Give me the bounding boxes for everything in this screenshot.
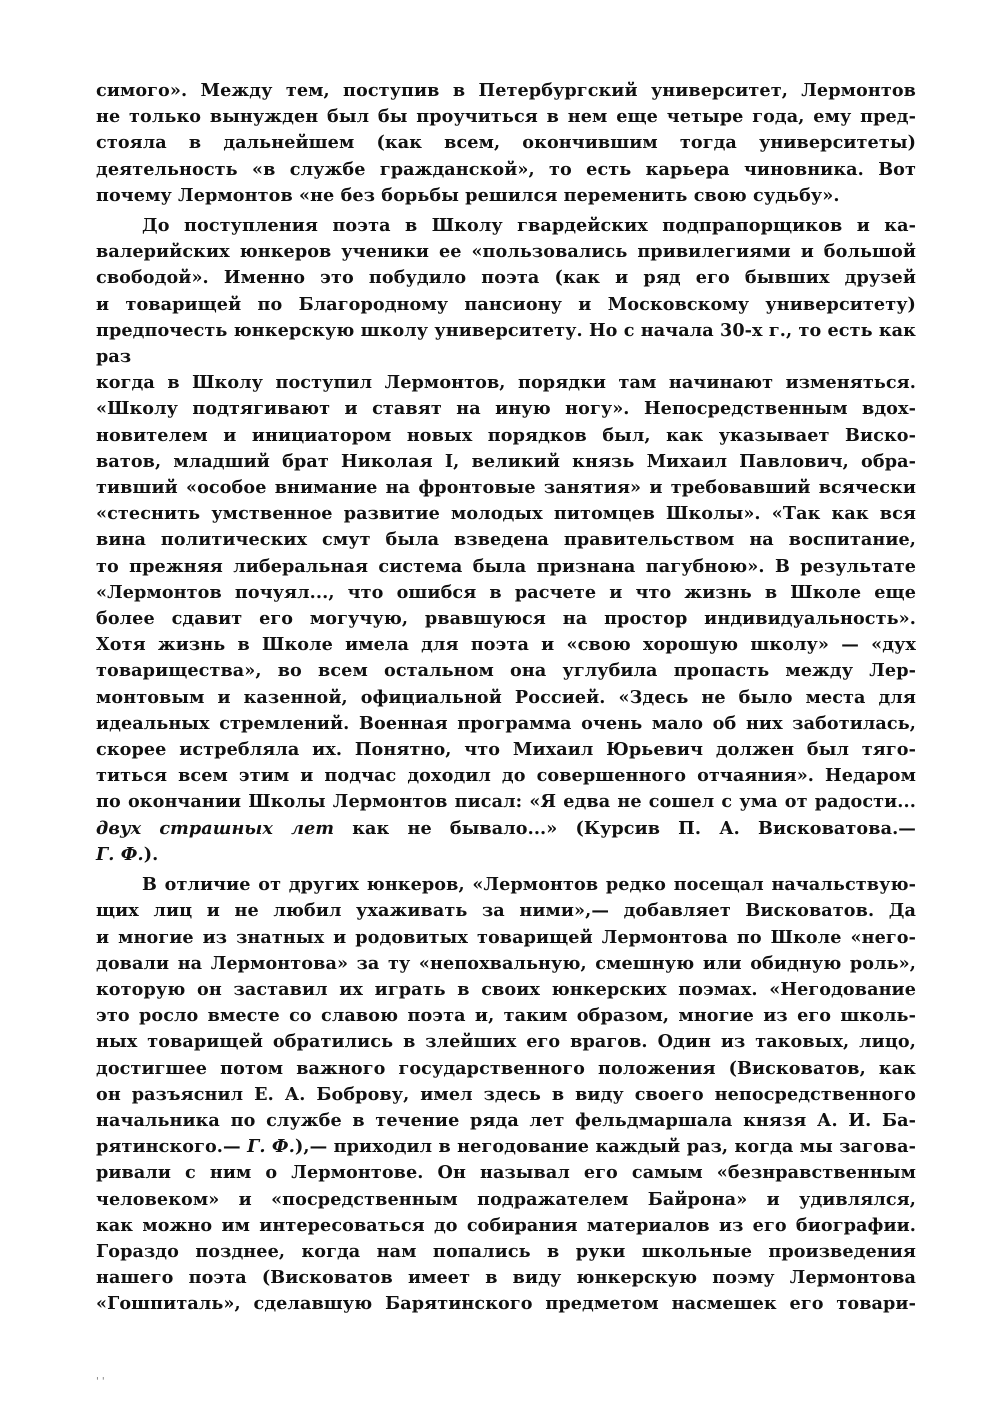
text-line: «Лермонтов почуял..., что ошибся в расчете и что жизнь в Школе еще (96, 581, 916, 603)
italic-text: Г. Ф. (247, 1136, 295, 1158)
text-line: деятельность «в службе гражданской», то есть карьера чиновника. Вот (96, 158, 916, 180)
text-line: ватов, младший брат Николая I, великий князь Михаил Павлович, обра- (96, 450, 916, 472)
text-line: по окончании Школы Лермонтов писал: «Я едва не сошел с ума от радости... (96, 791, 916, 813)
text-line: «Школу подтягивают и ставят на иную ногу». Непосредственным вдох- (96, 398, 916, 420)
text-line: и товарищей по Благородному пансиону и Московскому университету) (96, 293, 916, 315)
text-line: то прежняя либеральная система была признана пагубною». В результате (96, 555, 916, 577)
text-line: «Гошпиталь», сделавшую Барятинского предметом насмешек его товари- (96, 1293, 916, 1315)
text-line: это росло вместе со славою поэта и, таким образом, многие из его школь- (96, 1005, 916, 1027)
line-text: ). (143, 843, 159, 865)
text-line: идеальных стремлений. Военная программа очень мало об них заботилась, (96, 712, 916, 734)
italic-text: Г. Ф. (96, 843, 144, 865)
text-line: довали на Лермонтова» за ту «непохвальную, смешную или обидную роль», (96, 952, 916, 974)
text-line: тивший «особое внимание на фронтовые занятия» и требовавший всячески (96, 477, 916, 499)
text-line: человеком» и «посредственным подражателем Байрона» и удивлялся, (96, 1188, 916, 1210)
text-line: не только вынужден был бы проучиться в нем еще четыре года, ему пред- (96, 106, 916, 128)
text-line: монтовым и казенной, официальной Россией. «Здесь не было места для (96, 686, 916, 708)
text-line: товарищества», во всем остальном она углубила пропасть между Лер- (96, 660, 916, 682)
text-line: стояла в дальнейшем (как всем, окончившим тогда университеты) (96, 132, 916, 154)
text-line: достигшее потом важного государственного положения (Висковатов, как (96, 1057, 916, 1079)
text-line (96, 1134, 916, 1160)
text-line: как можно им интересоваться до собирания материалов из его биографии. (96, 1214, 916, 1236)
text-line: начальника по службе в течение ряда лет фельдмаршала князя А. И. Ба- (96, 1109, 916, 1131)
text-line: скорее истребляла их. Понятно, что Михаил Юрьевич должен был тяго- (96, 739, 916, 761)
text-line: ных товарищей обратились в злейших его врагов. Один из таковых, лицо, (96, 1031, 916, 1053)
text-line: которую он заставил их играть в своих юнкерских поэмах. «Негодование (96, 978, 916, 1000)
text-line: почему Лермонтов «не без борьбы решился переменить свою судьбу». (96, 184, 840, 206)
line-text: ),— приходил в негодование каждый раз, когда мы загова- (294, 1136, 917, 1158)
text-line: титься всем этим и подчас доходил до совершенного отчаяния». Недаром (96, 765, 916, 787)
text-line: В отличие от других юнкеров, «Лермонтов редко посещал начальствую- (142, 874, 916, 896)
text-line: щих лиц и не любил ухаживать за ними»,— добавляет Висковатов. Да (96, 900, 916, 922)
text-line: когда в Школу поступил Лермонтов, порядки там начинают изменяться. (96, 372, 916, 394)
text-line: валерийских юнкеров ученики ее «пользовались привилегиями и большой (96, 241, 916, 263)
text-line: он разъяснил Е. А. Боброву, имел здесь в виду своего непосредственного (96, 1083, 916, 1105)
text-line: ривали с ним о Лермонтове. Он называл его самым «безнравственным (96, 1162, 916, 1184)
page-mark: ' ' (96, 1376, 105, 1387)
line-text: как не бывало...» (Курсив П. А. Висковатова.— (334, 817, 916, 839)
text-line: До поступления поэта в Школу гвардейских подпрапорщиков и ка- (142, 215, 916, 237)
text-line: Гораздо позднее, когда нам попались в руки школьные произведения (96, 1240, 916, 1262)
italic-text: двух страшных лет (96, 817, 335, 839)
document-page (96, 78, 916, 1318)
text-line: «стеснить умственное развитие молодых питомцев Школы». «Так как вся (96, 503, 916, 525)
text-line (96, 842, 916, 868)
text-line: Хотя жизнь в Школе имела для поэта и «свою хорошую школу» — «дух (96, 634, 916, 656)
text-line: предпочесть юнкерскую школу университету. Но с начала 30-х г., то есть как раз (96, 319, 916, 368)
text-line: свободой». Именно это побудило поэта (как и ряд его бывших друзей (96, 267, 916, 289)
text-line: симого». Между тем, поступив в Петербургский университет, Лермонтов (96, 80, 916, 101)
text-line: новителем и инициатором новых порядков был, как указывает Виско- (96, 424, 916, 446)
text-line: и многие из знатных и родовитых товарищей Лермонтова по Школе «него- (96, 926, 916, 948)
text-line: вина политических смут была взведена правительством на воспитание, (96, 529, 916, 551)
text-line (96, 816, 916, 842)
line-text: рятинского.— (96, 1136, 248, 1158)
text-line: нашего поэта (Висковатов имеет в виду юнкерскую поэму Лермонтова (96, 1267, 916, 1289)
text-line: более сдавит его могучую, рвавшуюся на простор индивидуальность». (96, 608, 916, 630)
